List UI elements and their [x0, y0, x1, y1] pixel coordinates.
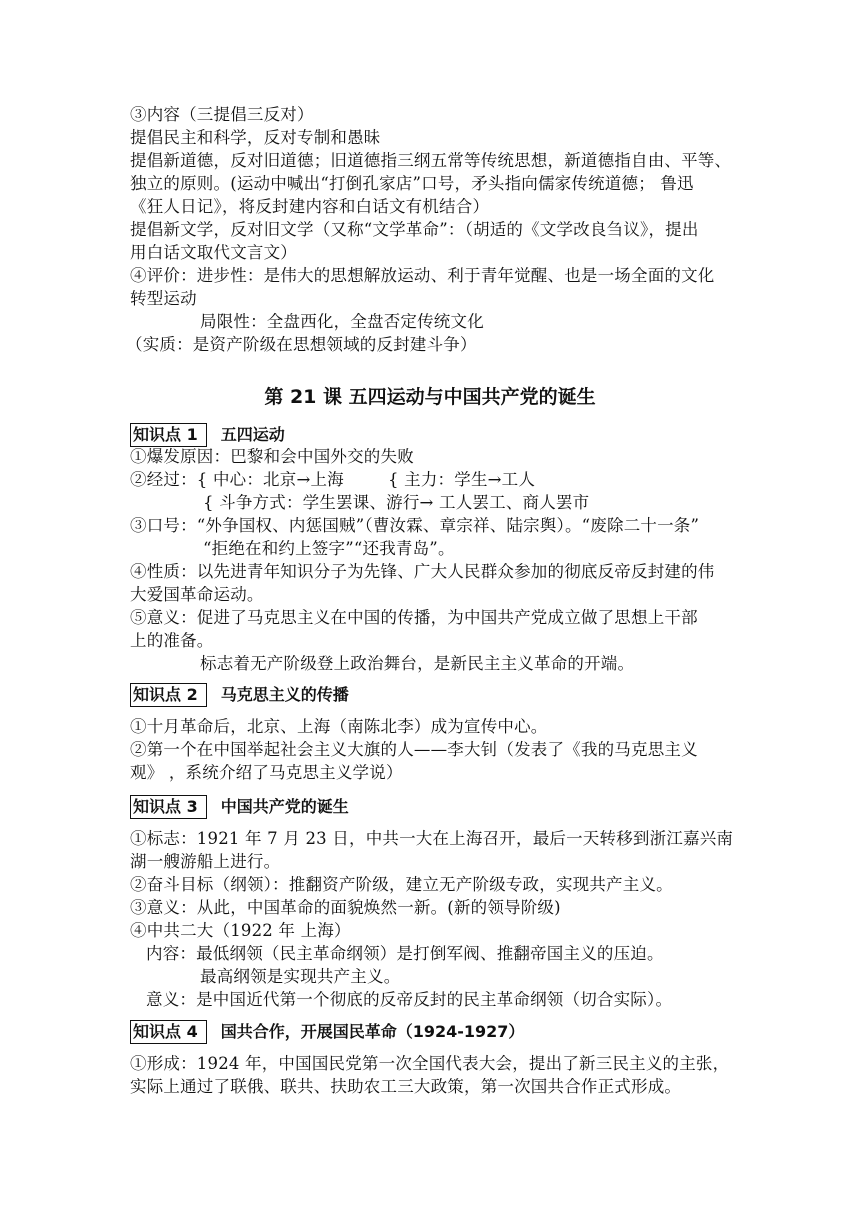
text-line: 意义：是中国近代第一个彻底的反帝反封的民主革命纲领（切合实际）。	[146, 990, 673, 1009]
text-line: 提倡新文学，反对旧文学（又称“文学革命”：（胡适的《文学改良刍议》，提出	[130, 220, 699, 239]
text-line: ②经过：{ 中心：北京→上海	[130, 470, 344, 489]
knowledge-point-heading: 五四运动	[220, 425, 285, 444]
text-line: 内容：最低纲领（民主革命纲领）是打倒军阀、推翻帝国主义的压迫。	[146, 944, 664, 963]
text-line: （实质：是资产阶级在思想领域的反封建斗争）	[126, 335, 477, 354]
knowledge-point-heading: 国共合作，开展国民革命（1924-1927）	[220, 1022, 525, 1041]
text-line: ⑤意义：促进了马克思主义在中国的传播，为中国共产党成立做了思想上干部	[130, 608, 698, 627]
text-line: ②奋斗目标（纲领）：推翻资产阶级，建立无产阶级专政，实现共产主义。	[130, 875, 673, 894]
text-line: 观》 ，系统介绍了马克思主义学说）	[130, 763, 403, 782]
text-line: 大爱国革命运动。	[130, 585, 264, 604]
text-line: ①十月革命后，北京、上海（南陈北李）成为宣传中心。	[130, 717, 548, 736]
text-line: 上的准备。	[130, 631, 214, 650]
lesson-title: 第 21 课 五四运动与中国共产党的诞生	[264, 386, 596, 408]
text-line: ①形成：1924 年，中国国民党第一次全国代表大会，提出了新三民主义的主张，	[130, 1054, 730, 1073]
knowledge-point-label: 知识点 2	[130, 683, 207, 707]
text-line: ①爆发原因：巴黎和会中国外交的失败	[130, 447, 414, 466]
knowledge-point-label: 知识点 3	[130, 795, 207, 819]
text-line: 用白话文取代文言文）	[130, 243, 297, 262]
text-line: ④性质：以先进青年知识分子为先锋、广大人民群众参加的彻底反帝反封建的伟	[130, 562, 715, 581]
text-line: 《狂人日记》，将反封建内容和白话文有机结合）	[130, 197, 490, 216]
knowledge-point-label: 知识点 1	[130, 423, 207, 447]
knowledge-point-header	[130, 1020, 524, 1044]
knowledge-point-label: 知识点 4	[130, 1020, 207, 1044]
text-line: ②第一个在中国举起社会主义大旗的人——李大钊（发表了《我的马克思主义	[130, 740, 698, 759]
text-line: 湖一艘游船上进行。	[130, 852, 281, 871]
text-line: ①标志：1921 年 7 月 23 日，中共一大在上海召开，最后一天转移到浙江嘉兴南	[130, 829, 734, 848]
knowledge-point-header	[130, 795, 349, 819]
text-line: ③意义：从此，中国革命的面貌焕然一新。(新的领导阶级)	[130, 898, 561, 917]
text-line: 独立的原则。(运动中喊出“打倒孔家店”口号，矛头指向儒家传统道德； 鲁迅	[130, 174, 694, 193]
text-line: ④评价：进步性：是伟大的思想解放运动、利于青年觉醒、也是一场全面的文化	[130, 266, 715, 285]
text-line: 局限性：全盘西化，全盘否定传统文化	[200, 312, 484, 331]
text-line: 转型运动	[130, 289, 197, 308]
knowledge-point-heading: 中国共产党的诞生	[220, 797, 349, 816]
text-line: 实际上通过了联俄、联共、扶助农工三大政策，第一次国共合作正式形成。	[130, 1077, 682, 1096]
text-line: { 主力：学生→工人	[388, 470, 536, 489]
text-line: 标志着无产阶级登上政治舞台，是新民主主义革命的开端。	[200, 654, 635, 673]
text-line: ③口号：“外争国权、内惩国贼”（曹汝霖、章宗祥、陆宗舆）。“废除二十一条”	[130, 516, 700, 535]
text-line: { 斗争方式：学生罢课、游行→ 工人罢工、商人罢市	[203, 493, 590, 512]
text-line: 提倡民主和科学，反对专制和愚昧	[130, 128, 381, 147]
text-line: ④中共二大（1922 年 上海）	[130, 921, 351, 940]
text-line: 最高纲领是实现共产主义。	[200, 967, 401, 986]
text-line: ③内容（三提倡三反对）	[130, 105, 314, 124]
text-line: 提倡新道德，反对旧道德；旧道德指三纲五常等传统思想，新道德指自由、平等、	[130, 151, 732, 170]
knowledge-point-header	[130, 423, 285, 447]
text-line: “拒绝在和约上签字”“还我青岛”。	[203, 539, 455, 558]
knowledge-point-header	[130, 683, 349, 707]
knowledge-point-heading: 马克思主义的传播	[220, 685, 349, 704]
